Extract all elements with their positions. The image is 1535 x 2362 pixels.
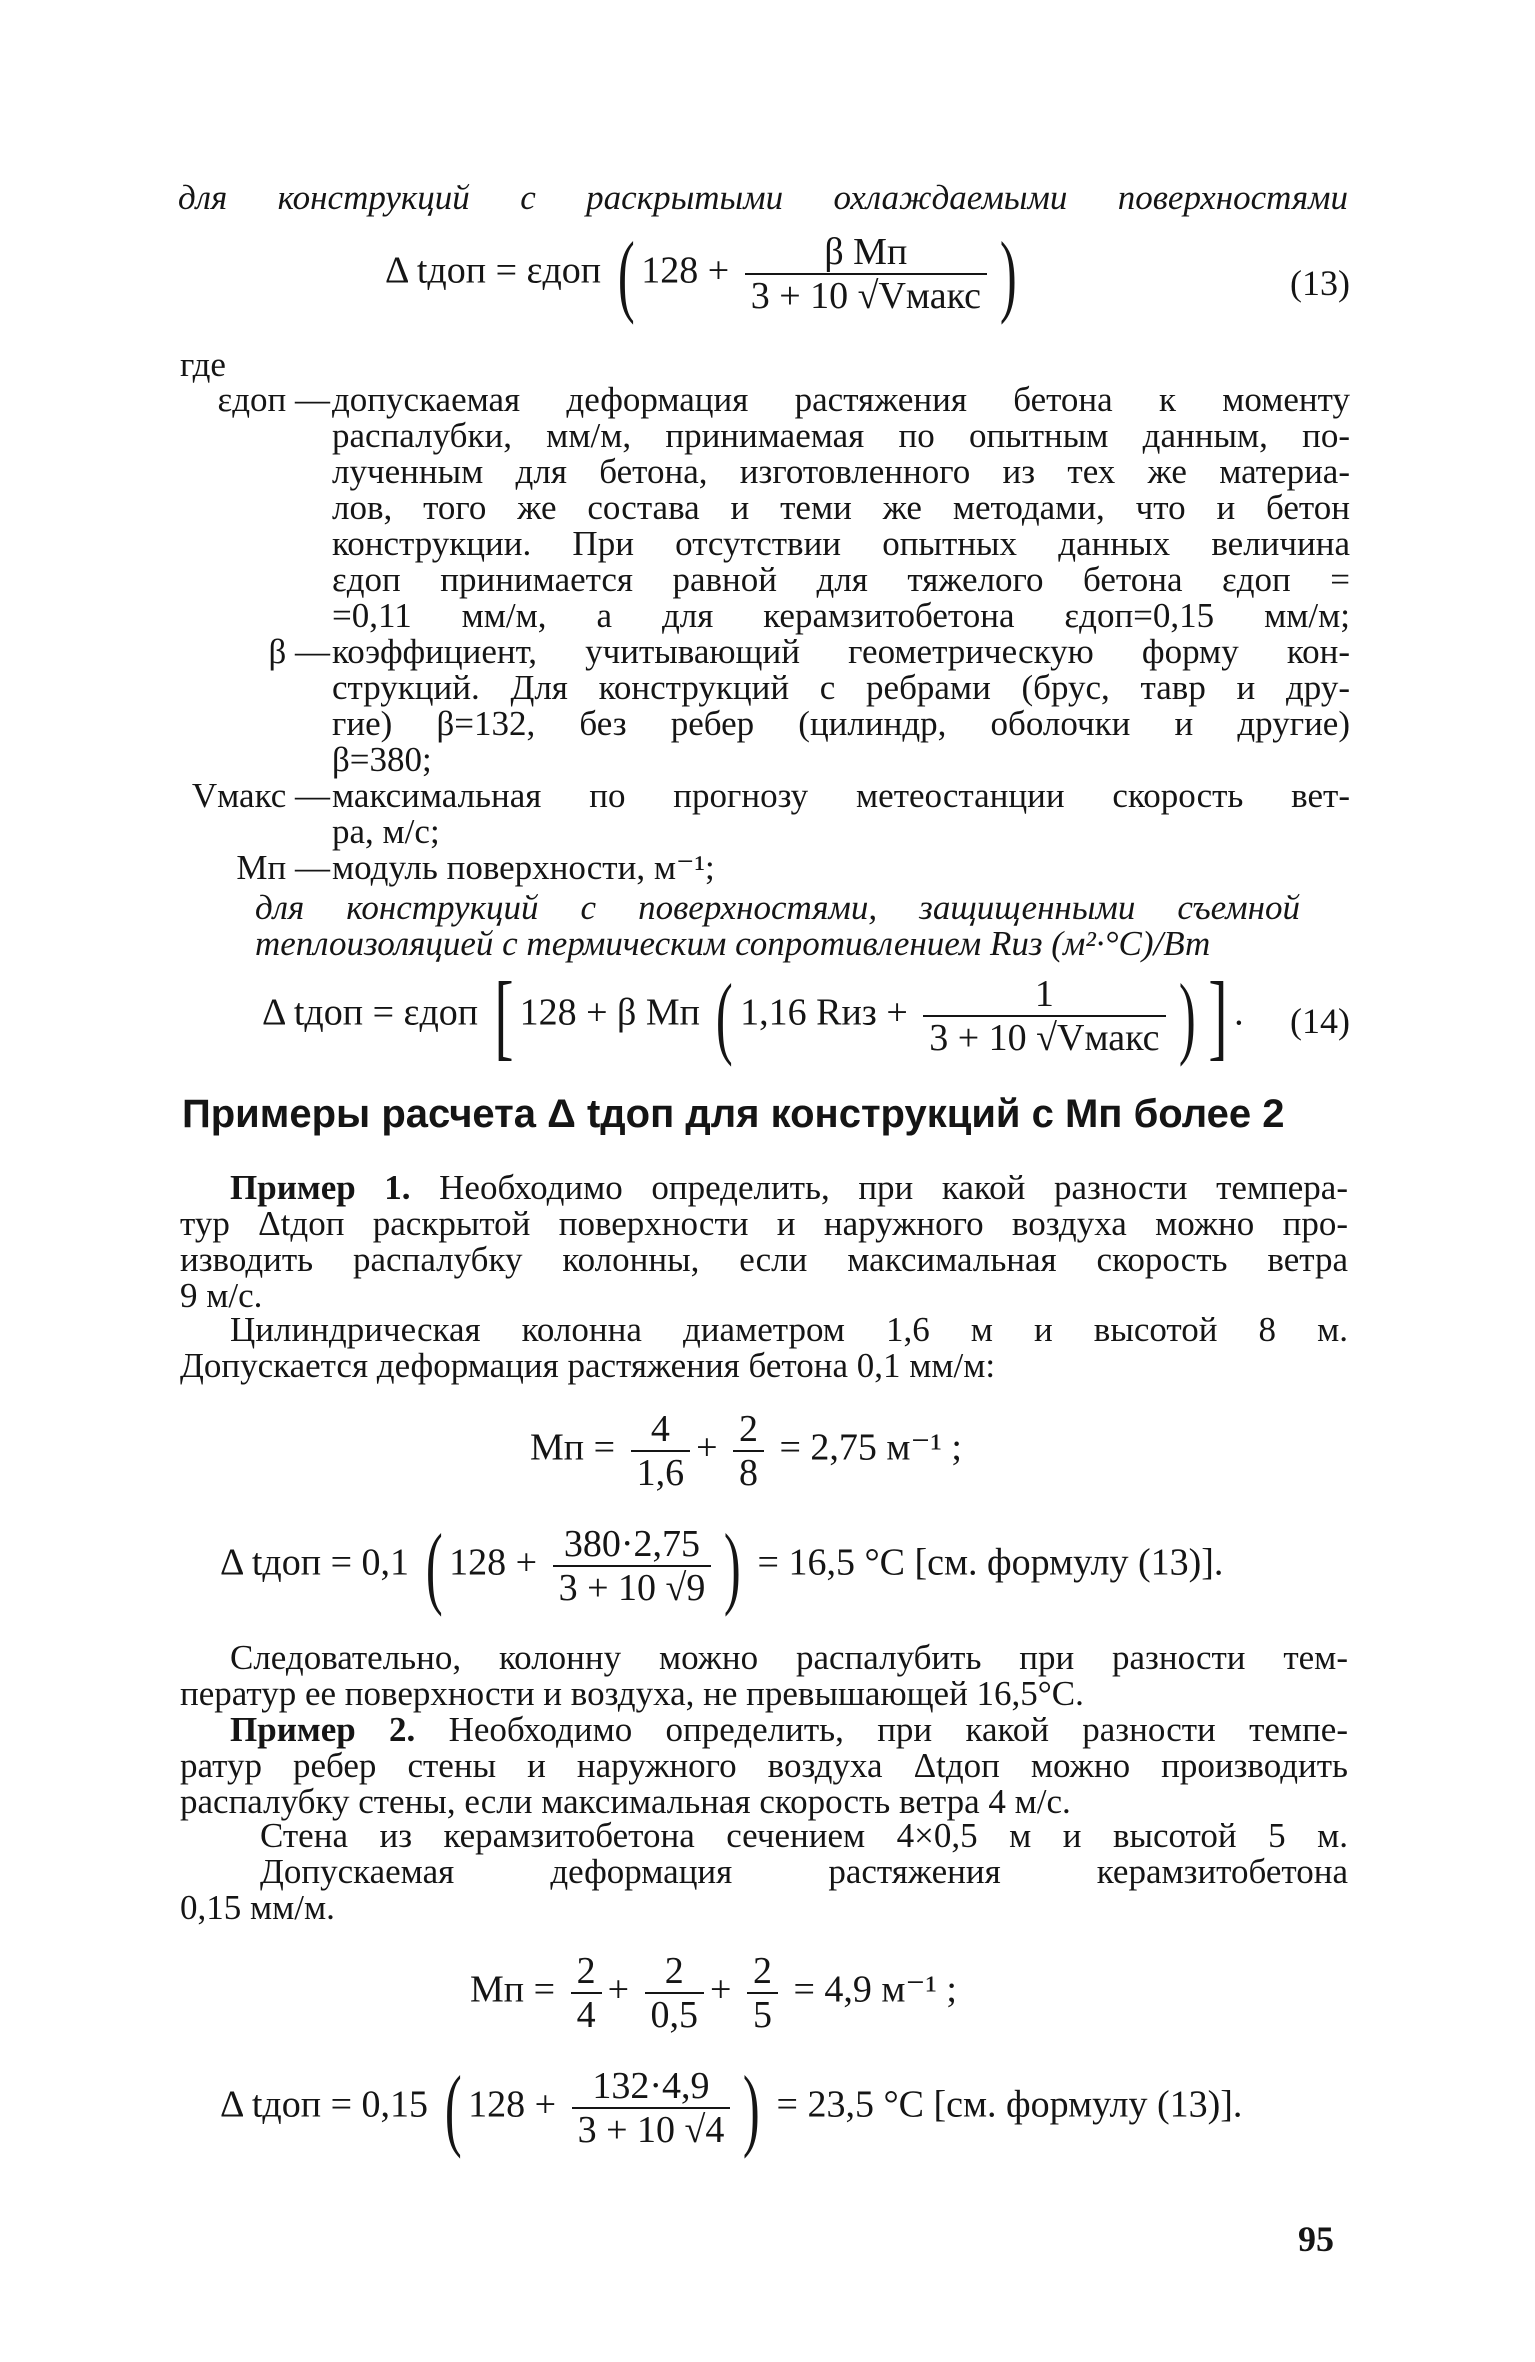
def-line: струкций. Для конструкций с ребрами (брус, тавр и дру- — [332, 668, 1350, 707]
term-eps: εдоп — — [217, 380, 330, 419]
equation-number-13: (13) — [1290, 263, 1350, 303]
formula-13-numerator: β Mп — [745, 231, 987, 275]
condition-line: Цилиндрическая колонна диаметром 1,6 м и высотой 8 м. — [230, 1310, 1348, 1349]
example-1-label: Пример 1. — [230, 1168, 411, 1207]
definition-eps — [332, 382, 1350, 634]
condition-line: Стена из керамзитобетона сечением 4×0,5 м и высотой 5 м. — [260, 1816, 1348, 1855]
example-2-text — [180, 1712, 1348, 1820]
dt-result: = 23,5 °C [см. формулу (13)]. — [776, 2083, 1243, 2126]
dt-lhs: Δ tдоп = 0,1 — [220, 1541, 409, 1584]
term-vmax: Vмакс — — [191, 776, 330, 815]
example-2-condition — [180, 1818, 1348, 1926]
formula-13-fraction — [745, 231, 987, 317]
open-paren: ( — [425, 1515, 443, 1617]
def-line: допускаемая деформация растяжения бетона к моменту — [332, 380, 1350, 419]
def-line: коэффициент, учитывающий геометрическую форму кон- — [332, 632, 1350, 671]
close-paren: ) — [1178, 965, 1196, 1067]
where-label: где — [180, 345, 226, 384]
dt-result: = 16,5 °C [см. формулу (13)]. — [757, 1541, 1224, 1584]
section-heading: Примеры расчета Δ tдоп для конструкций с Mп более 2 — [182, 1092, 1285, 1136]
formula-14-denominator: 3 + 10 √Vмакс — [929, 1017, 1160, 1059]
formula-14-fraction — [923, 973, 1165, 1059]
equation-number-14: (14) — [1290, 1001, 1350, 1041]
def-line: =0,11 мм/м, а для керамзитобетона εдоп=0,15 мм/м; — [332, 596, 1350, 635]
formula-13 — [385, 223, 1024, 325]
fraction — [553, 1523, 712, 1609]
def-line: распалубки, мм/м, принимаемая по опытным данным, по- — [332, 416, 1350, 455]
denominator: 3 + 10 √4 — [577, 2109, 725, 2151]
numerator: 2 — [733, 1408, 764, 1452]
formula-13-const: 128 + — [641, 249, 730, 292]
term-beta: β — — [268, 632, 330, 671]
example-2-mp-formula: Mп = $\frac{2}{4}$ + $\frac{2}{0,5}$ + $\frac{2}{5}$ = 4,9 м⁻¹ ; — [470, 1950, 957, 2036]
numerator: 132·4,9 — [572, 2065, 731, 2109]
denominator: 4 — [576, 1994, 596, 2036]
denominator: 1,6 — [636, 1452, 685, 1494]
open-paren: ( — [617, 223, 635, 325]
formula-14-inner: 128 + β Mп — [519, 991, 700, 1034]
example-1-mp-formula: Mп = $\frac{4}{1,6}$ + $\frac{2}{8}$ = 2,75 м⁻¹ ; — [530, 1408, 962, 1494]
dt-const: 128 + — [449, 1541, 538, 1584]
denominator: 8 — [739, 1452, 758, 1494]
def-line: модуль поверхности, м⁻¹; — [332, 848, 715, 887]
conclusion-line: Следовательно, колонну можно распалубить при разности тем- — [230, 1638, 1348, 1677]
open-paren: ( — [444, 2057, 462, 2159]
denominator: 5 — [752, 1994, 772, 2036]
example-2-line-text: Необходимо определить, при какой разности темпе- — [448, 1710, 1348, 1749]
caption-insulated-1: для конструкций с поверхностями, защищенными съемной — [255, 888, 1300, 927]
close-paren: ) — [999, 223, 1017, 325]
fraction — [645, 1950, 705, 2036]
formula-13-denominator: 3 + 10 √Vмакс — [750, 275, 981, 317]
numerator: 2 — [571, 1950, 602, 1994]
fraction — [572, 2065, 731, 2151]
denominator: 0,5 — [650, 1994, 698, 2036]
mp-lhs: Mп = — [530, 1426, 616, 1469]
def-line: β=380; — [332, 740, 432, 779]
formula-14-lhs: Δ tдоп = εдоп — [262, 991, 479, 1034]
example-1-dt-formula — [220, 1515, 1224, 1617]
condition-line: Допускается деформация растяжения бетона 0,1 мм/м: — [180, 1346, 996, 1385]
definition-vmax — [332, 778, 1350, 850]
open-bracket: [ — [494, 962, 514, 1069]
fraction — [747, 1950, 778, 2036]
condition-line: Допускаемая деформация растяжения керамзитобетона — [260, 1852, 1348, 1891]
example-2-line: ратур ребер стены и наружного воздуха Δtдоп можно производить — [180, 1746, 1348, 1785]
example-1-line: изводить распалубку колонны, если максимальная скорость ветра — [180, 1240, 1348, 1279]
definition-beta — [332, 634, 1350, 778]
dt-const: 128 + — [468, 2083, 557, 2126]
mp-result: = 4,9 м⁻¹ ; — [793, 1968, 957, 2011]
formula-14-numerator: 1 — [923, 973, 1165, 1017]
numerator: 380·2,75 — [553, 1523, 712, 1567]
caption-open: для конструкций с раскрытыми охлаждаемыми поверхностями — [178, 178, 1348, 217]
close-paren: ) — [724, 1515, 742, 1617]
example-1-line — [180, 1170, 1348, 1206]
example-2-line: распалубку стены, если максимальная скорость ветра 4 м/с. — [180, 1782, 1071, 1821]
mp-lhs: Mп = — [470, 1968, 556, 2011]
close-bracket: ] — [1208, 962, 1228, 1069]
example-1-line: тур Δtдоп раскрытой поверхности и наружного воздуха можно про- — [180, 1204, 1348, 1243]
fraction — [571, 1950, 602, 2036]
dt-lhs: Δ tдоп = 0,15 — [220, 2083, 428, 2126]
numerator: 4 — [631, 1408, 691, 1452]
formula-14: Δ tдоп = εдоп [ 128 + β Mп ( 1,16 Rиз + $\frac{1}{\text{3 + 10 √Vмакс}}$ ) ] . — [262, 962, 1244, 1069]
def-line: лученным для бетона, изготовленного из тех же материа- — [332, 452, 1350, 491]
example-1-conclusion — [180, 1640, 1348, 1712]
def-line: конструкции. При отсутствии опытных данных величина — [332, 524, 1350, 563]
fraction — [631, 1408, 691, 1494]
caption-insulated-2: теплоизоляцией с термическим сопротивлением Rиз (м²·°C)/Вт — [255, 924, 1211, 963]
denominator: 3 + 10 √9 — [558, 1567, 706, 1609]
example-2-line — [180, 1712, 1348, 1748]
example-2-dt-formula — [220, 2057, 1243, 2159]
formula-14-term: 1,16 Rиз + — [740, 991, 908, 1034]
mp-result: = 2,75 м⁻¹ ; — [779, 1426, 962, 1469]
page-number: 95 — [1298, 2219, 1334, 2259]
def-line: гие) β=132, без ребер (цилиндр, оболочки и другие) — [332, 704, 1350, 743]
def-line: ра, м/с; — [332, 812, 440, 851]
example-1-line: 9 м/с. — [180, 1276, 263, 1315]
open-paren: ( — [716, 965, 734, 1067]
definition-mp — [332, 850, 1350, 886]
term-mp: Mп — — [236, 848, 330, 887]
example-2-label: Пример 2. — [230, 1710, 416, 1749]
def-line: максимальная по прогнозу метеостанции скорость вет- — [332, 776, 1350, 815]
conclusion-line: ператур ее поверхности и воздуха, не превышающей 16,5°C. — [180, 1674, 1084, 1713]
numerator: 2 — [747, 1950, 778, 1994]
def-line: εдоп принимается равной для тяжелого бетона εдоп = — [332, 560, 1350, 599]
fraction — [733, 1408, 764, 1494]
example-1-line-text: Необходимо определить, при какой разности темпера- — [439, 1168, 1349, 1207]
example-1-text — [180, 1170, 1348, 1314]
numerator: 2 — [645, 1950, 705, 1994]
formula-13-lhs: Δ tдоп = εдоп — [385, 249, 602, 292]
def-line: лов, того же состава и теми же методами, что и бетон — [332, 488, 1350, 527]
condition-line: 0,15 мм/м. — [180, 1888, 335, 1927]
example-1-condition — [180, 1312, 1348, 1384]
close-paren: ) — [743, 2057, 761, 2159]
